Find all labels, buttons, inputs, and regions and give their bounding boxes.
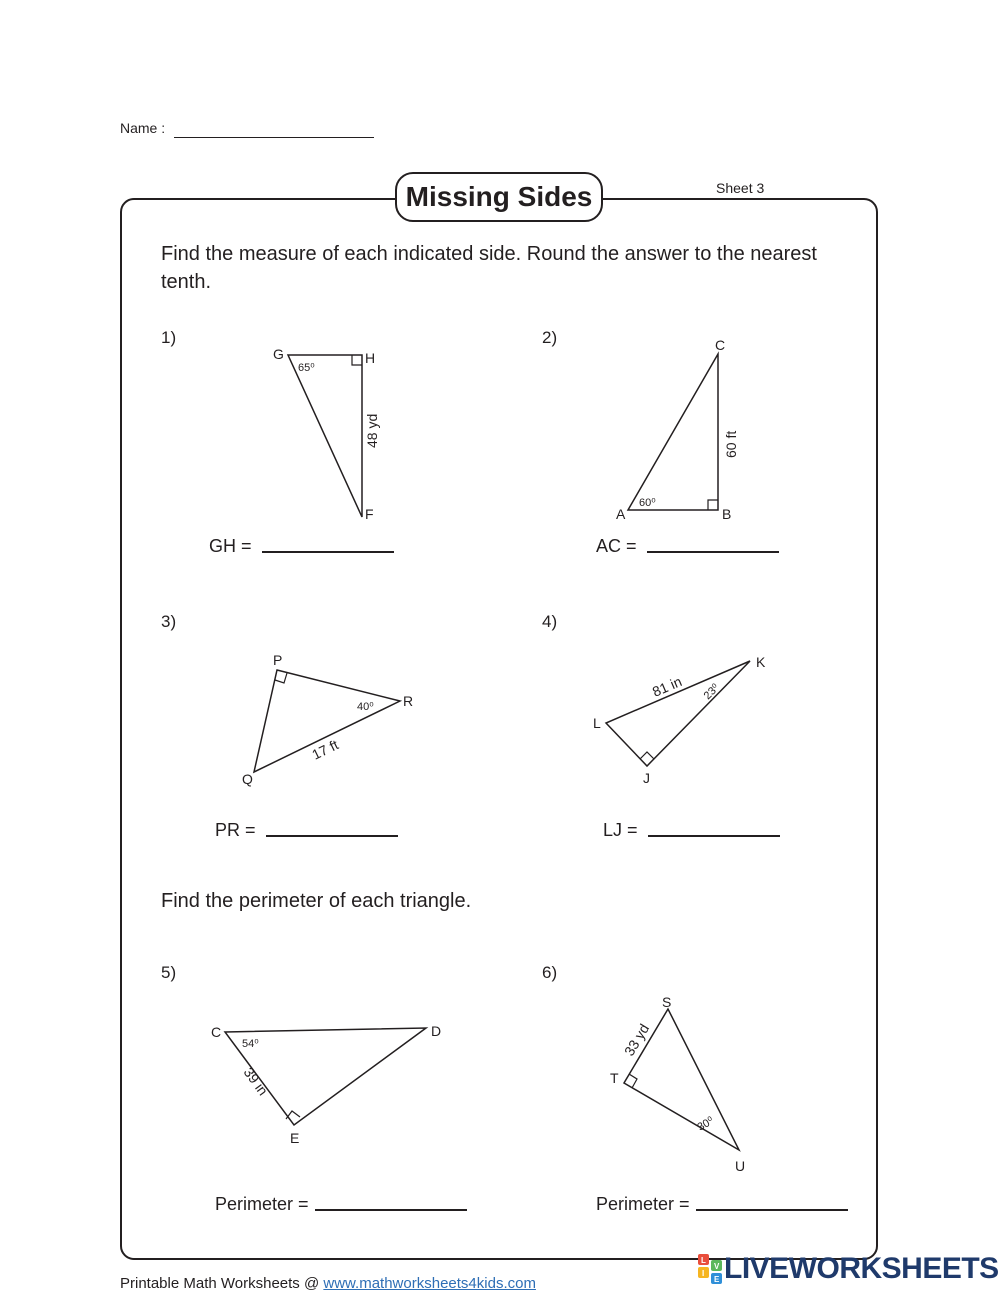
vertex-g: G (273, 346, 284, 362)
vertex-h: H (365, 350, 376, 366)
vertex-c: C (715, 337, 726, 353)
side-label-2: 60 ft (723, 430, 739, 458)
problem-number-1: 1) (161, 328, 177, 347)
side-label-3: 17 ft (309, 736, 341, 763)
triangle-klj (585, 650, 785, 800)
liveworksheets-brand[interactable] (698, 1252, 999, 1286)
logo-letter-e: E (714, 1275, 720, 1284)
side-label-1: 48 yd (364, 413, 380, 448)
angle-label-2: 60⁰ (639, 497, 656, 509)
answer-line-5[interactable] (315, 1209, 467, 1211)
vertex-d: D (431, 1023, 442, 1039)
footer (120, 1275, 536, 1292)
answer-line-1[interactable] (262, 551, 394, 553)
answer-line-3[interactable] (266, 835, 398, 837)
vertex-r: R (403, 693, 414, 709)
angle-label-4: 23⁰ (701, 681, 722, 703)
side-label-6: 33 yd (620, 1020, 653, 1059)
name-answer-line[interactable] (174, 137, 374, 138)
side-label-4: 81 in (649, 673, 685, 700)
problem-number-6: 6) (542, 963, 558, 982)
angle-label-5: 54⁰ (242, 1038, 259, 1050)
liveworksheets-logo-icon (698, 1254, 724, 1284)
triangle-cab (610, 336, 750, 526)
vertex-j: J (643, 770, 650, 786)
logo-letter-v: V (714, 1262, 720, 1271)
vertex-t: T (610, 1070, 619, 1086)
logo-letter-i: I (702, 1269, 705, 1278)
vertex-e: E (290, 1130, 300, 1146)
instructions-part1: Find the measure of each indicated side. Round the answer to the nearest tenth. (161, 243, 817, 293)
answer-label-6: Perimeter = (596, 1194, 690, 1214)
answer-row-4 (603, 820, 780, 841)
vertex-s: S (662, 994, 672, 1010)
sheet-number: Sheet 3 (716, 180, 765, 196)
triangle-ghf (255, 340, 395, 530)
vertex-l: L (593, 715, 601, 731)
vertex-a: A (616, 506, 626, 522)
answer-line-4[interactable] (648, 835, 780, 837)
footer-text: Printable Math Worksheets @ (120, 1275, 320, 1292)
answer-row-2 (596, 536, 779, 557)
answer-label-3: PR = (215, 820, 256, 840)
answer-row-3 (215, 820, 398, 841)
vertex-u: U (735, 1158, 746, 1174)
answer-row-6 (596, 1194, 848, 1215)
answer-label-1: GH = (209, 536, 252, 556)
answer-row-1 (209, 536, 394, 557)
vertex-p: P (273, 652, 283, 668)
vertex-b: B (722, 506, 732, 522)
triangle-prq (230, 648, 430, 798)
side-label-5: 39 in (240, 1064, 272, 1099)
answer-line-2[interactable] (647, 551, 779, 553)
instructions-part2: Find the perimeter of each triangle. (161, 890, 472, 912)
brand-name: LIVEWORKSHEETS (724, 1252, 999, 1285)
name-label: Name : (120, 120, 166, 136)
footer-link[interactable]: www.mathworksheets4kids.com (323, 1275, 536, 1292)
vertex-q: Q (242, 771, 253, 787)
triangle-cde (200, 1010, 460, 1160)
vertex-c: C (211, 1024, 222, 1040)
problem-number-2: 2) (542, 328, 558, 347)
worksheet-title: Missing Sides (395, 172, 603, 222)
answer-label-4: LJ = (603, 820, 638, 840)
answer-label-2: AC = (596, 536, 637, 556)
problem-number-3: 3) (161, 612, 177, 631)
answer-label-5: Perimeter = (215, 1194, 309, 1214)
triangle-stu (600, 990, 760, 1180)
problem-number-4: 4) (542, 612, 558, 631)
logo-letter-l: L (701, 1256, 706, 1265)
angle-label-3: 40⁰ (357, 701, 374, 713)
angle-label-1: 65⁰ (298, 362, 315, 374)
vertex-f: F (365, 506, 374, 522)
answer-row-5 (215, 1194, 467, 1215)
answer-line-6[interactable] (696, 1209, 848, 1211)
angle-label-6: 30⁰ (695, 1114, 716, 1134)
problem-number-5: 5) (161, 963, 177, 982)
vertex-k: K (756, 654, 766, 670)
